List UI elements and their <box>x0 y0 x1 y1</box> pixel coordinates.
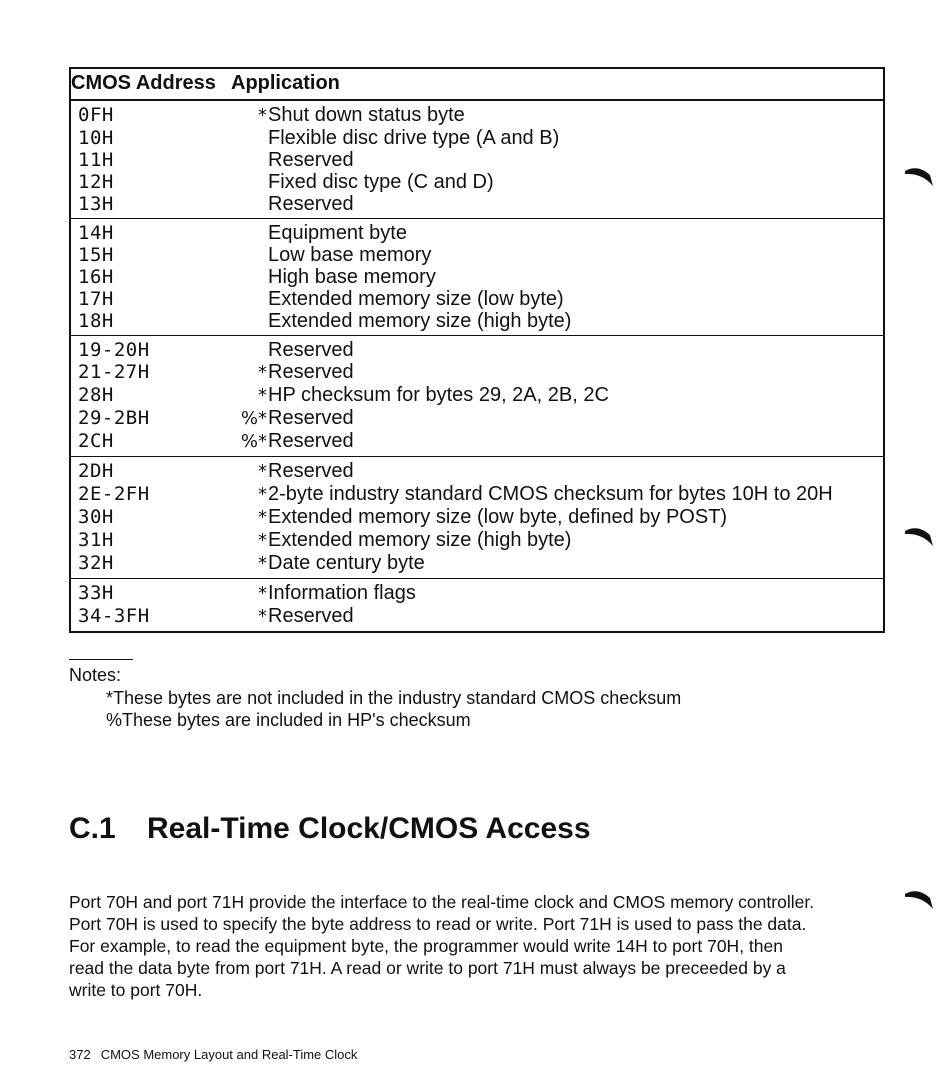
checksum-marker: * <box>258 461 267 482</box>
application-text: HP checksum for bytes 29, 2A, 2B, 2C <box>268 384 609 406</box>
notes-divider <box>69 659 133 660</box>
cmos-address-cell: 32H <box>78 552 114 574</box>
checksum-marker: * <box>258 530 267 551</box>
application-text: Information flags <box>268 582 416 604</box>
cmos-address-cell: 19-20H <box>78 339 150 361</box>
paragraph-line: Port 70H is used to specify the byte address to read or write. Port 71H is used to pass the data. <box>69 914 807 934</box>
application-text: Extended memory size (low byte, defined by POST) <box>268 506 728 528</box>
application-text: Reserved <box>268 361 354 383</box>
checksum-marker: %* <box>240 408 267 429</box>
cmos-address-cell: 29-2BH <box>78 407 150 429</box>
header-application: Application <box>231 68 884 100</box>
thumb-tab-marker-icon <box>904 888 934 910</box>
application-cell <box>231 579 884 606</box>
checksum-marker: * <box>258 385 267 406</box>
application-text: Reserved <box>268 193 354 215</box>
cmos-address-cell: 13H <box>78 193 114 215</box>
header-cmos-address: CMOS Address <box>70 68 231 100</box>
paragraph-line: Port 70H and port 71H provide the interface to the real-time clock and CMOS memory controller. <box>69 892 815 912</box>
application-cell <box>231 310 884 336</box>
application-cell <box>231 483 884 506</box>
checksum-marker: * <box>258 484 267 505</box>
application-text: Shut down status byte <box>268 104 465 126</box>
cmos-address-cell: 16H <box>78 266 114 288</box>
application-text: Flexible disc drive type (A and B) <box>268 127 560 149</box>
cmos-address-cell: 0FH <box>78 104 114 126</box>
table-row-group <box>70 336 884 457</box>
table-row <box>70 605 884 632</box>
application-cell <box>231 127 884 149</box>
checksum-marker: * <box>258 362 267 383</box>
checksum-marker: * <box>258 606 267 627</box>
application-text: Extended memory size (low byte) <box>268 288 564 310</box>
checksum-marker: * <box>258 507 267 528</box>
thumb-tab-marker-icon <box>904 165 934 187</box>
application-text: Low base memory <box>268 244 432 266</box>
table-row <box>70 310 884 336</box>
cmos-address-cell: 31H <box>78 529 114 551</box>
table-row <box>70 244 884 266</box>
section-heading <box>69 812 591 846</box>
cmos-address-table <box>69 67 885 633</box>
running-title: CMOS Memory Layout and Real-Time Clock <box>100 1047 358 1062</box>
thumb-tab-marker-icon <box>904 525 934 547</box>
section-title-text: Real-Time Clock/CMOS Access <box>147 812 591 845</box>
checksum-marker: %* <box>240 431 267 452</box>
table-row <box>70 529 884 552</box>
page-number: 372 <box>69 1047 91 1062</box>
body-paragraph <box>69 891 889 1001</box>
application-cell <box>231 457 884 484</box>
cmos-address-cell: 2E-2FH <box>78 483 150 505</box>
application-text: Reserved <box>268 339 354 361</box>
application-text: Reserved <box>268 430 354 452</box>
cmos-address-cell: 10H <box>78 127 114 149</box>
cmos-address-cell: 34-3FH <box>78 605 150 627</box>
note-line: *These bytes are not included in the industry standard CMOS checksum <box>106 688 682 708</box>
cmos-address-cell: 21-27H <box>78 361 150 383</box>
table-row <box>70 361 884 384</box>
table-row-group <box>70 579 884 633</box>
application-cell <box>231 171 884 193</box>
table-row <box>70 407 884 430</box>
table-row <box>70 266 884 288</box>
table-row <box>70 171 884 193</box>
table-row <box>70 552 884 579</box>
cmos-address-cell: 17H <box>78 288 114 310</box>
application-cell <box>231 244 884 266</box>
application-text: Reserved <box>268 149 354 171</box>
section-number: C.1 <box>69 812 116 845</box>
application-cell <box>231 552 884 579</box>
table-row <box>70 127 884 149</box>
table-row <box>70 288 884 310</box>
cmos-address-cell: 2DH <box>78 460 114 482</box>
cmos-address-cell: 33H <box>78 582 114 604</box>
table-row <box>70 149 884 171</box>
application-cell <box>231 361 884 384</box>
application-text: 2-byte industry standard CMOS checksum for bytes 10H to 20H <box>268 483 833 505</box>
note-line: %These bytes are included in HP's checksum <box>106 710 471 730</box>
application-text: Reserved <box>268 605 354 627</box>
application-cell <box>231 407 884 430</box>
checksum-marker: * <box>258 553 267 574</box>
cmos-address-cell: 12H <box>78 171 114 193</box>
application-cell <box>231 605 884 632</box>
application-text: Date century byte <box>268 552 425 574</box>
table-row-group <box>70 219 884 336</box>
application-text: Extended memory size (high byte) <box>268 529 572 551</box>
checksum-marker: * <box>258 583 267 604</box>
application-text: High base memory <box>268 266 436 288</box>
cmos-address-cell: 14H <box>78 222 114 244</box>
cmos-address-cell: 28H <box>78 384 114 406</box>
application-cell <box>231 193 884 219</box>
application-cell <box>231 100 884 127</box>
application-cell <box>231 529 884 552</box>
table-row-group <box>70 457 884 579</box>
paragraph-line: write to port 70H. <box>69 980 203 1000</box>
checksum-marker: * <box>258 105 267 126</box>
table-row <box>70 483 884 506</box>
table-row <box>70 100 884 127</box>
cmos-address-cell: 11H <box>78 149 114 171</box>
table-row <box>70 430 884 457</box>
application-cell <box>231 384 884 407</box>
application-cell <box>231 506 884 529</box>
table-row <box>70 336 884 362</box>
table-row <box>70 506 884 529</box>
application-text: Equipment byte <box>268 222 407 244</box>
cmos-address-cell: 2CH <box>78 430 114 452</box>
application-text: Reserved <box>268 460 354 482</box>
application-cell <box>231 149 884 171</box>
application-text: Fixed disc type (C and D) <box>268 171 494 193</box>
paragraph-line: For example, to read the equipment byte, the programmer would write 14H to port 70H, then <box>69 936 783 956</box>
application-cell <box>231 336 884 362</box>
table-row <box>70 384 884 407</box>
application-cell <box>231 288 884 310</box>
table-row <box>70 457 884 484</box>
table-row <box>70 579 884 606</box>
table-header-row <box>70 68 884 100</box>
cmos-address-cell: 18H <box>78 310 114 332</box>
application-cell <box>231 430 884 457</box>
application-cell <box>231 219 884 245</box>
notes-heading: Notes: <box>69 665 122 685</box>
application-text: Extended memory size (high byte) <box>268 310 572 332</box>
table-row <box>70 193 884 219</box>
paragraph-line: read the data byte from port 71H. A read or write to port 71H must always be preceeded by a <box>69 958 786 978</box>
application-text: Reserved <box>268 407 354 429</box>
application-cell <box>231 266 884 288</box>
cmos-address-cell: 30H <box>78 506 114 528</box>
page-footer <box>69 1047 357 1062</box>
table-row <box>70 219 884 245</box>
table-row-group <box>70 100 884 219</box>
cmos-address-cell: 15H <box>78 244 114 266</box>
